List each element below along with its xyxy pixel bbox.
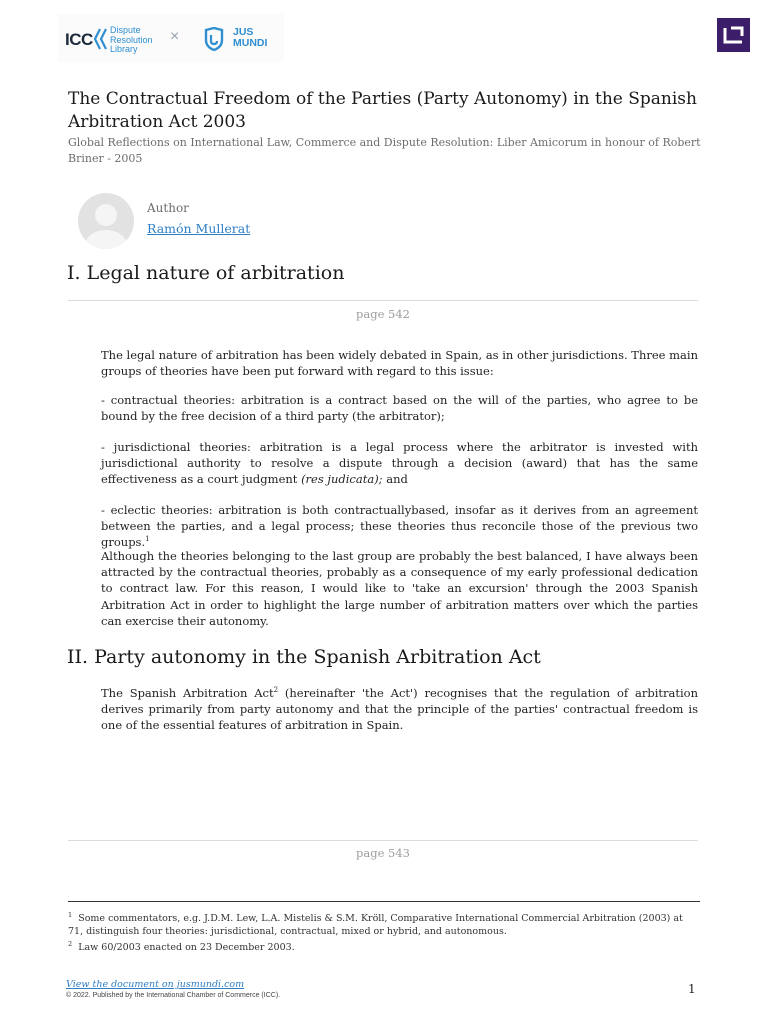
paragraph: The legal nature of arbitration has been widely debated in Spain, as in other jurisdictions. Three main groups of theories have been put forward with regard to this issue:: [101, 348, 698, 379]
view-document-link[interactable]: View the document on jusmundi.com: [66, 979, 245, 990]
footnote: $^1$ Some commentators, e.g. J.D.M. Lew, L.A. Mistelis & S.M. Kröll, Comparative International Commercial Arbitration (2003) at 71, distinguish four theories: jurisdictional, contractual, mixed or hybrid, and autonomous.: [68, 910, 683, 937]
icc-logo-text: ICC: [65, 30, 93, 49]
author-name-link[interactable]: Ramón Mullerat: [147, 221, 251, 236]
page-divider: [68, 840, 698, 841]
section-heading: II. Party autonomy in the Spanish Arbitration Act: [67, 646, 541, 668]
page-divider: [68, 300, 698, 301]
document-subtitle: Global Reflections on International Law, Commerce and Dispute Resolution: Liber Amicorum in honour of Robert Briner - 2005: [68, 136, 701, 165]
jus-mundi-logo: JUS MUNDI: [233, 26, 268, 49]
paragraph: Although the theories belonging to the last group are probably the best balanced, I have always been attracted by the contractual theories, probably as a consequence of my early professional dedication to contract law. For this reason, I would like to 'take an excursion' through the 2003 Spanish Arbitration Act in order to highlight the large number of arbitration matters over which the parties can exercise their autonomy.: [101, 549, 698, 628]
footnote-divider: [68, 901, 700, 902]
document-title: The Contractual Freedom of the Parties (Party Autonomy) in the Spanish Arbitration Act 2003: [68, 89, 697, 132]
icc-chevron-icon: [94, 27, 110, 51]
paragraph: - eclectic theories: arbitration is both contractuallybased, insofar as it derives from an agreement between the parties, and a legal process; these theories thus reconcile those of the previous two groups.$^1$: [101, 503, 698, 550]
logo-separator: ×: [170, 28, 180, 45]
jus-mundi-corner-icon[interactable]: [717, 18, 750, 52]
person-silhouette-icon: [78, 193, 134, 249]
page-marker: page 543: [356, 846, 410, 860]
paragraph: The Spanish Arbitration Act$^2$ (hereinafter 'the Act') recognises that the regulation of arbitration derives primarily from party autonomy and that the principle of the parties' contractual freedom is one of the essential features of arbitration in Spain.: [101, 686, 698, 733]
copyright-notice: © 2022. Published by the International Chamber of Commerce (ICC).: [66, 992, 281, 999]
bracket-icon: [717, 18, 750, 52]
section-heading: I. Legal nature of arbitration: [67, 262, 345, 284]
footnote-reference[interactable]: 2: [273, 686, 279, 695]
footnote-reference[interactable]: 1: [145, 535, 150, 544]
dispute-resolution-library-logo: Dispute Resolution Library: [110, 25, 153, 54]
footnote: $^2$ Law 60/2003 enacted on 23 December 2003.: [68, 939, 295, 953]
page-marker: page 542: [356, 307, 410, 321]
author-label: Author: [147, 201, 189, 215]
paragraph: - jurisdictional theories: arbitration is a legal process where the arbitrator is invested with jurisdictional authority to resolve a dispute through a decision (award) that has the same effectiveness as a court judgment (res judicata); and: [101, 440, 698, 487]
user-avatar-icon: [78, 193, 134, 249]
paragraph: - contractual theories: arbitration is a contract based on the will of the parties, who agree to be bound by the free decision of a third party (the arbitrator);: [101, 393, 698, 424]
jus-mundi-shield-icon: [203, 27, 225, 51]
page-number: 1: [688, 982, 696, 996]
